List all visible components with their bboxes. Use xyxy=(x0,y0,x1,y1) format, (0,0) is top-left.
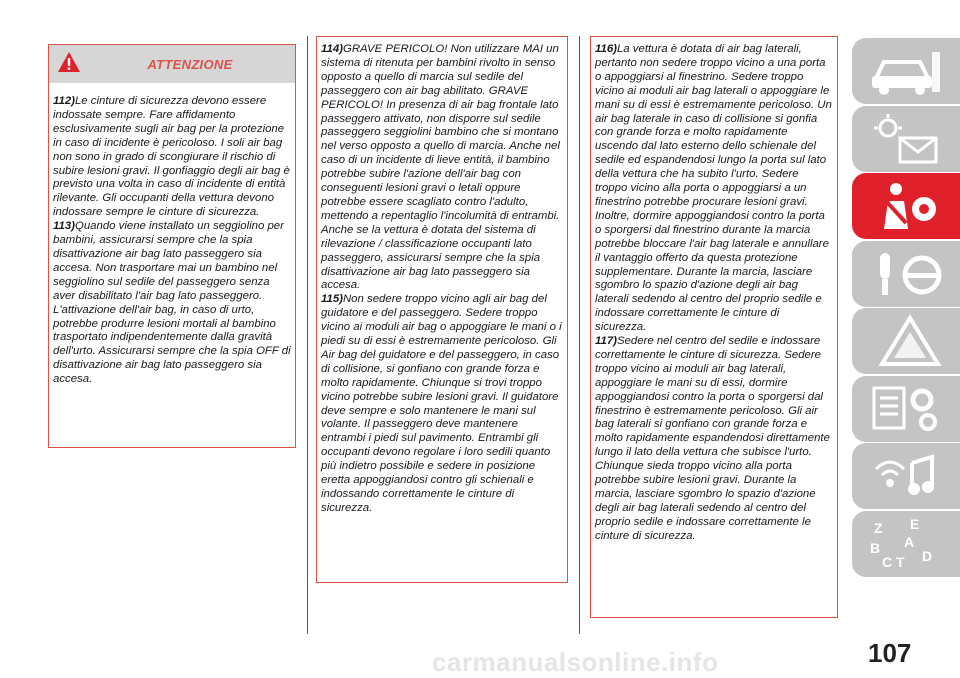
index-letter: Z xyxy=(874,519,883,536)
tab-index[interactable] xyxy=(852,511,960,577)
index-letter: A xyxy=(904,533,915,550)
item-number: 112) xyxy=(53,95,75,107)
car-dashboard-icon xyxy=(866,44,946,98)
note-item xyxy=(591,335,837,544)
warning-title: ATTENZIONE xyxy=(147,57,233,72)
watermark: carmanualsonline.info xyxy=(432,647,719,677)
item-number: 113) xyxy=(53,220,75,233)
tab-car-dashboard[interactable] xyxy=(852,38,960,104)
index-letter: B xyxy=(870,539,881,556)
key-steering-wheel-icon xyxy=(866,247,946,301)
item-number: 117) xyxy=(595,335,617,348)
item-text: Quando viene installato un seggiolino per bambini, assicurarsi sempre che la spia disattivazione air bag lato passeggero sia accesa. Non trasportare mai un bambino nel seggiolino sul sedile del passeggero senza aver disabilitato l'air bag lato passeggero. L'attivazione dell'air bag, in caso di urto, potrebbe produrre lesioni mortali al bambino trasportato indipendentemente dalla gravità dell'urto. Assicurarsi sempre che la spia OFF di disattivazione air bag lato passeggero sia accesa. xyxy=(53,220,291,386)
item-number: 114) xyxy=(321,43,343,55)
index-letter: E xyxy=(910,516,920,532)
warning-item xyxy=(49,95,295,220)
tab-starting-driving[interactable] xyxy=(852,241,960,307)
notes-column-2 xyxy=(316,36,568,583)
item-text: Le cinture di sicurezza devono essere indossate sempre. Fare affidamento esclusivamente sugli air bag per la protezione in caso di incidente è pericoloso. I soli air bag non sono in grado di scongiurare il rischio di subire lesioni gravi. Il gonfiaggio degli air bag è previsto una volta in caso di incidente di entità rilevante. Gli occupanti della vettura devono indossare sempre le cinture di sicurezza. xyxy=(53,95,290,219)
item-text: Non sedere troppo vicino agli air bag del guidatore e del passeggero. Sedere troppo vicino ai moduli air bag o appoggiare le mani o i piedi su di essi è estremamente pericoloso. Gli Air bag del guidatore e del passeggero, in caso di collisione, si gonfiano con grande forza e molto rapidamente. Chiunque si trovi troppo vicino potrebbe subire lesioni gravi. Il guidatore deve sempre e solo mantenere le mani sul volante. Il passeggero deve mantenere entrambi i piedi sul pavimento. Entrambi gli occupanti devono regolare i loro sedili quanto più indietro possibile e sedere in posizione eretta appoggiandosi contro gli schienali e indossando correttamente le cinture di sicurezza. xyxy=(321,293,562,514)
tab-safety[interactable] xyxy=(852,173,960,239)
tab-lights-messages[interactable] xyxy=(852,106,960,172)
tab-maintenance[interactable] xyxy=(852,376,960,442)
warning-body xyxy=(49,83,295,387)
note-item xyxy=(317,293,567,516)
warning-header xyxy=(49,45,295,83)
index-letter: C xyxy=(882,553,893,570)
item-text: Sedere nel centro del sedile e indossare correttamente le cinture di sicurezza. Sedere troppo vicino ai moduli air bag laterali, appoggiare le mani su di essi, dormire appoggiandosi contro la porta o sporgersi dal finestrino è estremamente pericoloso. Gli air bag laterali si gonfiano con grande forza e molto rapidamente espandendosi direttamente lungo il lato della vettura che subisce l'urto. Chiunque sieda troppo vicino alla porta potrebbe subire lesioni gravi. Durante la marcia, lasciare sgombro lo spazio d'azione degli air bag laterali sedendo al centro del proprio sedile e indossare correttamente le cinture di sicurezza. xyxy=(595,335,830,542)
page-number: 107 xyxy=(868,638,912,668)
warning-triangle-icon xyxy=(866,314,946,368)
warning-item xyxy=(49,220,295,387)
note-item xyxy=(317,43,567,293)
column-divider xyxy=(307,36,308,634)
item-text: GRAVE PERICOLO! Non utilizzare MAI un sistema di ritenuta per bambini rivolto in senso opposto a quello di marcia sul sedile del passeggero con air bag abilitato. GRAVE PERICOLO! In presenza di air bag frontale lato passeggero attivato, non disporre sul sedile passeggero seggiolini bambino che si montano nel verso opposto a quello di marcia. Anche nel caso di un incidente di lieve entità, il bambino potrebbe subire l'azione dell'air bag con conseguenti lesioni gravi o letali oppure potrebbe essere scagliato contro l'adulto, mettendo a repentaglio l'incolumità di entrambi. Anche se la vettura è dotata del sistema di rilevazione / classificazione occupanti lato passeggero, assicurarsi sempre che la spia disattivazione air bag lato passeggero sia accesa. xyxy=(321,43,560,292)
item-number: 116) xyxy=(595,43,617,55)
maintenance-gears-icon xyxy=(866,382,946,436)
alphabetical-index-icon xyxy=(866,517,946,571)
warning-box xyxy=(48,44,296,448)
chapter-sidebar xyxy=(852,38,960,578)
item-number: 115) xyxy=(321,293,343,306)
lights-message-icon xyxy=(866,112,946,166)
item-text: La vettura è dotata di air bag laterali, pertanto non sedere troppo vicino a una porta o appoggiarsi al finestrino. Sedere troppo vicino ai moduli air bag laterali o appoggiare le mani su di essi è estremamente pericoloso. Un air bag laterale in caso di collisione si gonfia con grande forza e molto rapidamente uscendo dal lato esterno dello schienale del sedile ed espandendosi lungo la porta sul lato della vettura che ha subito l'urto. Sedere troppo vicino alla porta o appoggiarsi a un finestrino potrebbe procurare lesioni gravi. Inoltre, dormire appoggiandosi contro la porta o sporgersi dal finestrino durante la marcia potrebbe bloccare l'air bag laterale e annullare il vantaggio offerto da questa protezione supplementare. Durante la marcia, lasciare sgombro lo spazio d'azione degli air bag laterali sedendo al centro del proprio sedile e indossare correttamente le cinture di sicurezza. xyxy=(595,43,832,334)
index-letter: D xyxy=(922,547,933,564)
notes-column-3 xyxy=(590,36,838,618)
index-letter: T xyxy=(896,553,905,570)
tab-emergency[interactable] xyxy=(852,308,960,374)
column-divider xyxy=(579,36,580,634)
note-item xyxy=(591,43,837,335)
seatbelt-airbag-icon xyxy=(866,179,946,233)
tab-multimedia[interactable] xyxy=(852,443,960,509)
multimedia-icon xyxy=(866,449,946,503)
